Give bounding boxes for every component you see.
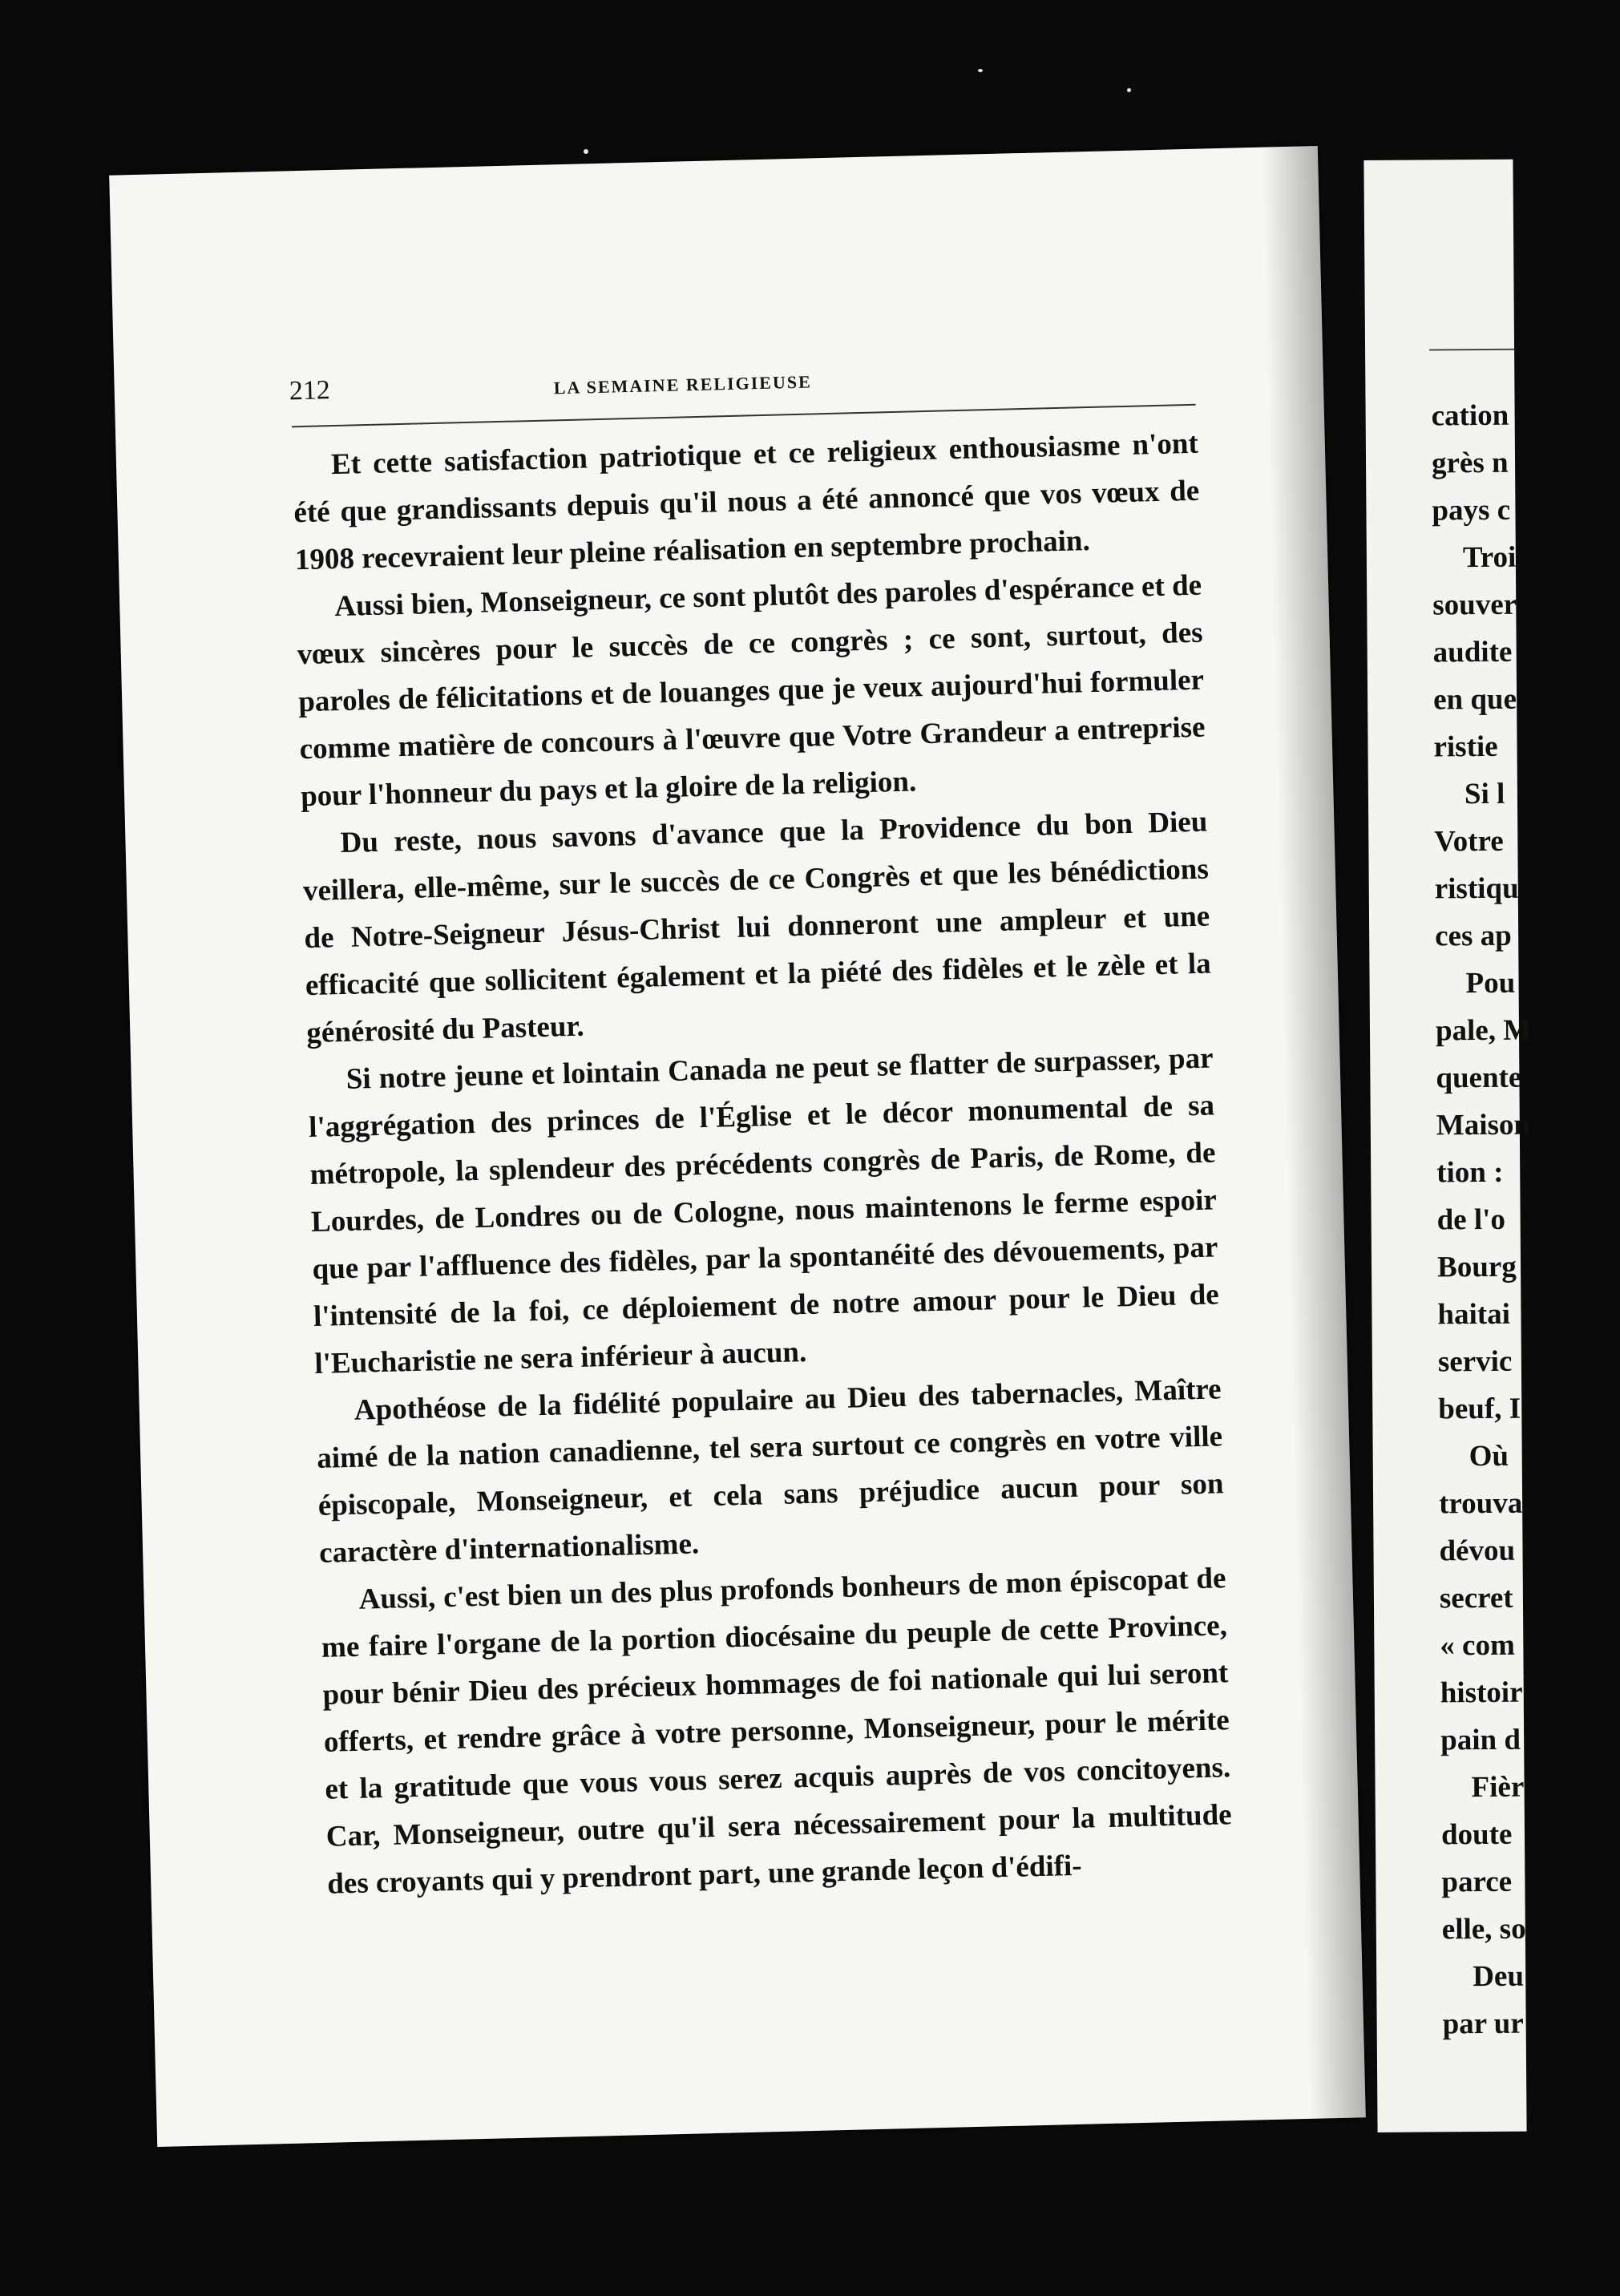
right-page-line: pain d <box>1440 1723 1521 1757</box>
right-page-line: Maison <box>1436 1108 1531 1142</box>
paragraph: Et cette satisfaction patriotique et ce religieux enthousiasme n'ont été que grandissants depuis qu'il nous a été annoncé que vos vœux de 1908 recevraient leur pleine réalisation en septembre prochain. <box>293 426 1200 577</box>
right-page-text <box>1431 391 1618 2047</box>
right-page-line: en que <box>1432 682 1517 717</box>
right-page-line: parce <box>1441 1865 1513 1899</box>
right-page-line: Votre <box>1434 824 1504 859</box>
right-page-line: Deu <box>1473 1959 1525 1994</box>
right-page-line: Si l <box>1464 777 1505 811</box>
right-page-line: ristiqu <box>1434 871 1519 906</box>
right-page-line: Fièr <box>1471 1770 1525 1805</box>
right-page-line: beuf, I <box>1438 1392 1521 1426</box>
right-page-line: par ur <box>1442 2007 1524 2041</box>
right-page-line: Où <box>1469 1439 1509 1473</box>
paragraph: Aussi bien, Monseigneur, ce sont plutôt des paroles d'espérance et de vœux sincères pour le succès de ce congrès ; ce sont, surtout, des paroles de félicitations et de louanges que je veux aujourd'hui formuler comme matière de concours à l'œuvre que Votre Grandeur a entreprise pour l'honneur du pays et la gloire de la religion. <box>297 568 1206 814</box>
right-page-line: pays c <box>1432 493 1511 528</box>
right-page-line: trouva <box>1438 1486 1523 1521</box>
right-page-line: grès n <box>1431 446 1509 480</box>
running-title: LA SEMAINE RELIGIEUSE <box>553 371 813 398</box>
right-page-line: Bourg <box>1436 1250 1517 1284</box>
body-text <box>292 420 1233 1908</box>
right-page-line: ces ap <box>1435 919 1512 953</box>
right-page-line: dévou <box>1439 1534 1516 1568</box>
right-page-line: « com <box>1440 1628 1515 1663</box>
right-page-line: haitai <box>1437 1297 1511 1332</box>
right-page-line: doute <box>1440 1817 1513 1852</box>
right-page-line: tion : <box>1436 1155 1504 1190</box>
right-page-line: cation <box>1431 398 1509 433</box>
right-page-line: elle, so <box>1441 1912 1526 1946</box>
right-page-line: histoir <box>1440 1676 1523 1710</box>
paragraph: Apothéose de la fidélité populaire au Dieu des tabernacles, Maître aimé de la nation canadienne, tel sera surtout ce congrès en votre ville épiscopale, Monseigneur, et cela sans préjudice aucun pour son caractère d'internationalisme. <box>316 1372 1224 1570</box>
right-page-line: audite <box>1432 635 1513 669</box>
page-number: 212 <box>289 375 331 406</box>
paragraph: Aussi, c'est bien un des plus profonds bonheurs de mon épiscopat de me faire l'organe de la portion diocésaine du peuple de cette Province, pour bénir Dieu des précieux hommages de foi nationale qui lui seront offerts, et rendre grâce à votre personne, Monseigneur, pour le mérite et la gratitude que vous vous serez acquis auprès de vos concitoyens. Car, Monseigneur, outre qu'il sera nécessairement pour la multitude des croyants qui y prendront part, une grande leçon d'édifi- <box>321 1562 1233 1901</box>
right-page-line: secret <box>1439 1581 1513 1615</box>
right-page-line: pale, M <box>1435 1013 1532 1048</box>
right-page-line: souver <box>1432 588 1517 622</box>
right-page-line: ristie <box>1433 730 1498 764</box>
running-head <box>289 354 1195 415</box>
right-page-rule <box>1429 349 1514 351</box>
paragraph: Si notre jeune et lointain Canada ne peut se flatter de surpasser, par l'aggrégation des princes de l'Église et le décor monumental de sa métropole, la splendeur des précédents congrès de Paris, de Rome, de Lourdes, de Londres ou de Cologne, nous maintenons le ferme espoir que par l'affluence des fidèles, par la spontanéité des dévouements, par l'intensité de la foi, ce déploiement de notre amour pour le Dieu de l'Eucharistie ne sera inférieur à aucun. <box>308 1041 1220 1380</box>
paragraph: Du reste, nous savons d'avance que la Providence du bon Dieu veillera, elle-même, sur le succès de ce Congrès et que les bénédictions de Notre-Seigneur Jésus-Christ lui donneront une ampleur et une efficacité que sollicitent également et la piété des fidèles et le zèle et la générosité du Pasteur. <box>302 805 1212 1050</box>
right-page-line: Troi <box>1462 540 1517 575</box>
right-page-line: quente <box>1436 1061 1522 1095</box>
right-page-line: Pou <box>1465 966 1516 1000</box>
right-page <box>1363 160 1532 2132</box>
left-page <box>109 146 1366 2147</box>
right-page-line: de l'o <box>1436 1203 1506 1237</box>
right-page-line: servic <box>1437 1344 1513 1379</box>
